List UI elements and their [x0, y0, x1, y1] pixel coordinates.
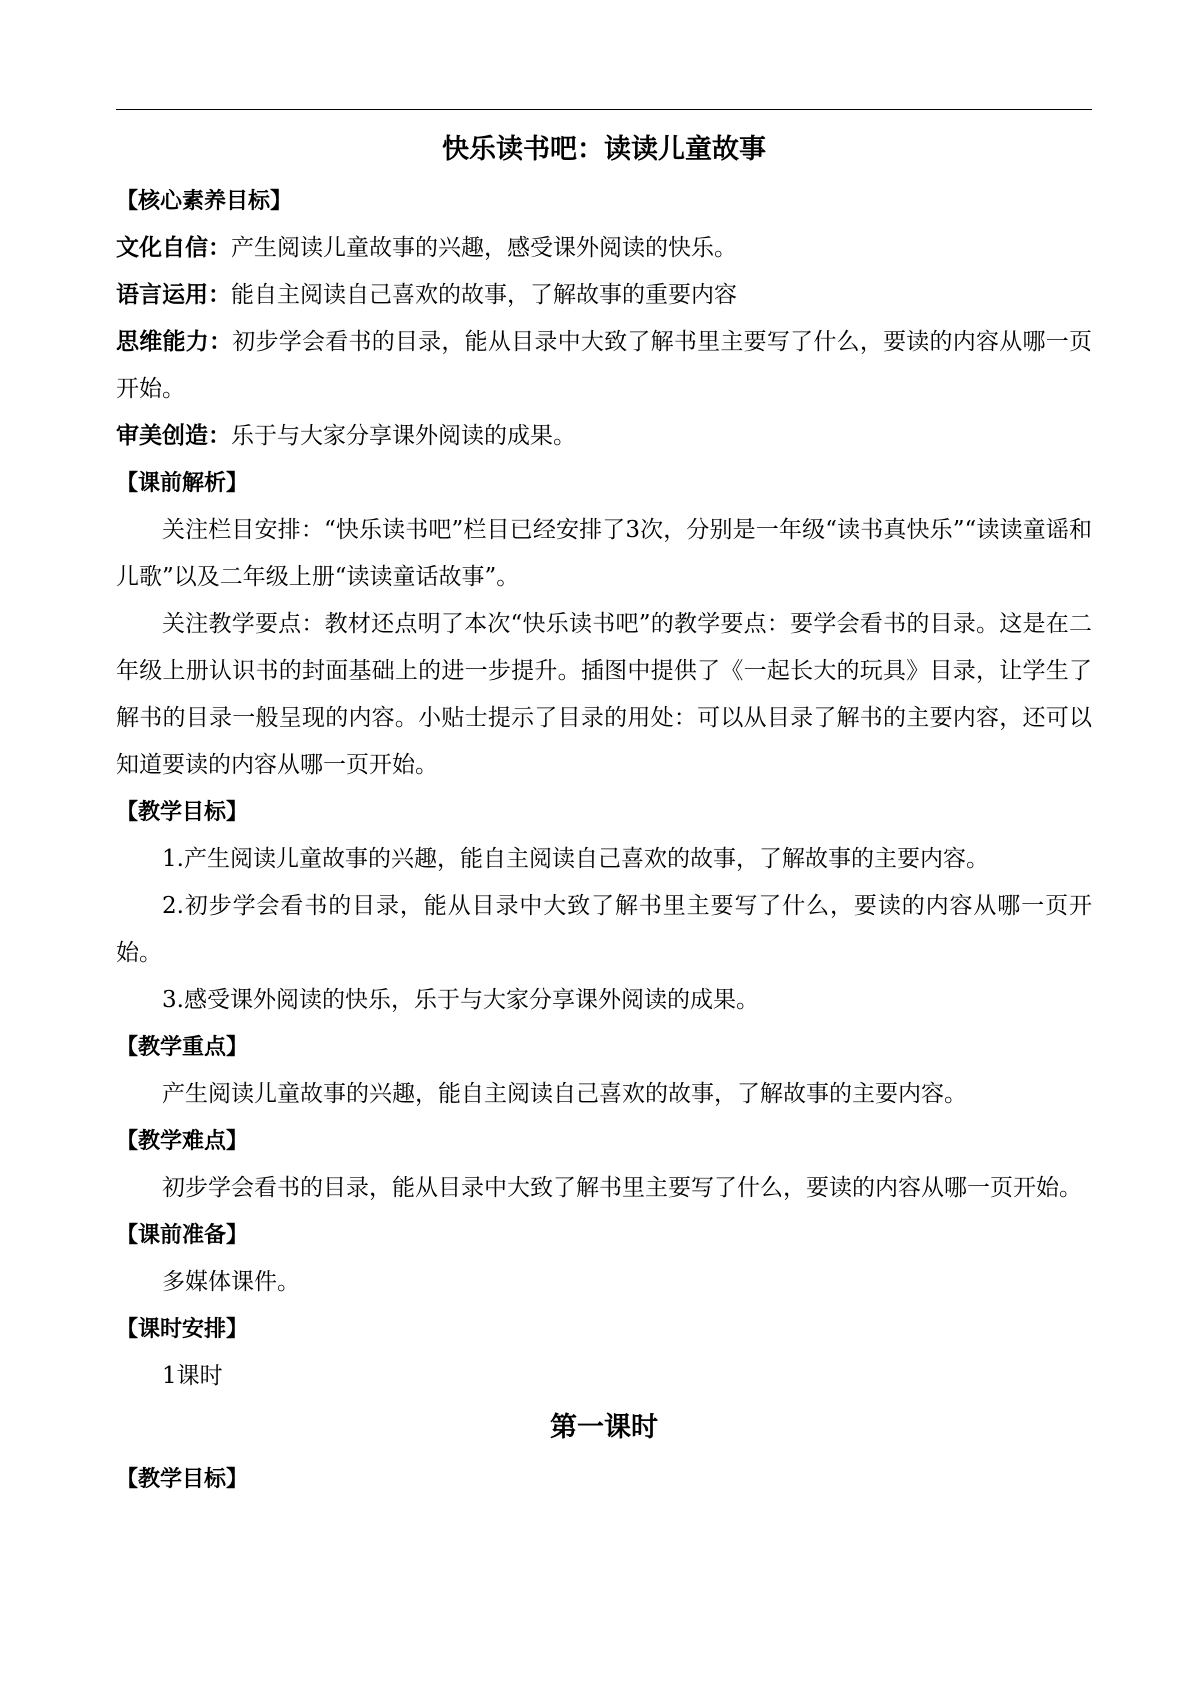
core-goal-label: 文化自信： [116, 235, 231, 261]
core-goal-label: 语言运用： [116, 282, 231, 308]
difficulties-text: 初步学会看书的目录，能从目录中大致了解书里主要写了什么，要读的内容从哪一页开始。 [162, 1175, 1082, 1201]
core-goal-text: 初步学会看书的目录，能从目录中大致了解书里主要写了什么，要读的内容从哪一页开始。 [116, 329, 1093, 402]
teaching-goal-item: 2.初步学会看书的目录，能从目录中大致了解书里主要写了什么，要读的内容从哪一页开始。 [116, 893, 1092, 966]
core-goal-item [116, 413, 1092, 460]
header-rule [116, 109, 1092, 110]
schedule-heading: 【课时安排】 [116, 1317, 249, 1342]
pre-analysis-heading: 【课前解析】 [116, 471, 249, 496]
teaching-goal-item: 1.产生阅读儿童故事的兴趣，能自主阅读自己喜欢的故事，了解故事的主要内容。 [162, 846, 989, 872]
pre-analysis-paragraph: 关注栏目安排：“快乐读书吧”栏目已经安排了3次，分别是一年级“读书真快乐”“读读童谣和儿歌”以及二年级上册“读读童话故事”。 [116, 517, 1092, 590]
lesson-goals-heading: 【教学目标】 [116, 1467, 249, 1492]
core-goal-label: 审美创造： [116, 423, 231, 449]
core-goal-text: 乐于与大家分享课外阅读的成果。 [231, 423, 576, 449]
preparation-heading: 【课前准备】 [116, 1223, 249, 1248]
core-goal-item [116, 225, 1092, 272]
key-points-text: 产生阅读儿童故事的兴趣，能自主阅读自己喜欢的故事，了解故事的主要内容。 [162, 1081, 967, 1107]
lesson-title: 第一课时 [550, 1412, 658, 1443]
preparation-text: 多媒体课件。 [162, 1269, 300, 1295]
difficulties-heading: 【教学难点】 [116, 1129, 249, 1154]
core-goals-heading: 【核心素养目标】 [116, 189, 293, 214]
core-goal-item [116, 319, 1092, 413]
core-goal-text: 产生阅读儿童故事的兴趣，感受课外阅读的快乐。 [231, 235, 737, 261]
pre-analysis-paragraph: 关注教学要点：教材还点明了本次“快乐读书吧”的教学要点：要学会看书的目录。这是在二年级上册认识书的封面基础上的进一步提升。插图中提供了《一起长大的玩具》目录，让学生了解书的目录一般呈现的内容。小贴士提示了目录的用处：可以从目录了解书的主要内容，还可以知道要读的内容从哪一页开始。 [116, 611, 1092, 778]
document-title: 快乐读书吧：读读儿童故事 [442, 134, 766, 165]
teaching-goal-item: 3.感受课外阅读的快乐，乐于与大家分享课外阅读的成果。 [162, 987, 759, 1013]
core-goal-label: 思维能力： [116, 329, 233, 355]
document-body [116, 122, 1092, 1503]
teaching-goals-heading: 【教学目标】 [116, 800, 249, 825]
core-goal-text: 能自主阅读自己喜欢的故事，了解故事的重要内容 [231, 282, 737, 308]
core-goal-item [116, 272, 1092, 319]
key-points-heading: 【教学重点】 [116, 1035, 249, 1060]
schedule-text: 1课时 [162, 1363, 223, 1389]
